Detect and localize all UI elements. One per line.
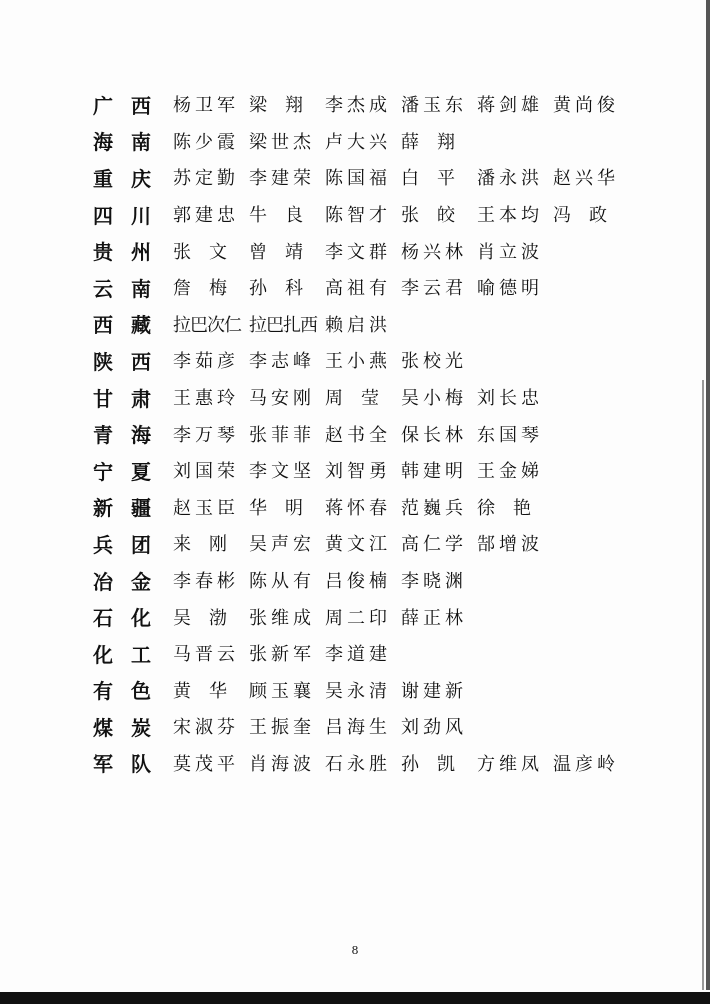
person-name: 韩建明 <box>401 461 463 483</box>
person-name: 杨兴林 <box>401 241 463 263</box>
person-name: 赵玉臣 <box>173 497 235 519</box>
name-group <box>173 530 553 556</box>
list-row <box>93 379 693 416</box>
list-row <box>93 525 693 562</box>
person-name: 李春彬 <box>173 571 235 593</box>
person-name: 李建荣 <box>249 168 311 190</box>
name-group <box>173 604 477 630</box>
list-row <box>93 415 693 452</box>
name-group <box>173 238 553 264</box>
person-name: 拉巴扎西 <box>249 314 317 336</box>
region-label: 云南 <box>93 276 169 301</box>
region-label: 青海 <box>93 423 169 448</box>
person-name: 潘永洪 <box>477 168 539 190</box>
name-group <box>173 347 477 373</box>
person-name: 黄文江 <box>325 534 387 556</box>
person-name: 华 明 <box>249 497 303 519</box>
person-name: 刘劲风 <box>401 717 463 739</box>
person-name: 刘国荣 <box>173 461 235 483</box>
person-name: 杨卫军 <box>173 95 235 117</box>
name-group <box>173 457 553 483</box>
region-label: 宁夏 <box>93 459 169 484</box>
region-label: 陕西 <box>93 349 169 374</box>
person-name: 喻德明 <box>477 278 539 300</box>
region-label: 广西 <box>93 93 169 118</box>
person-name: 东国琴 <box>477 424 539 446</box>
region-label: 西藏 <box>93 313 169 338</box>
person-name: 蒋怀春 <box>325 497 387 519</box>
person-name: 白 平 <box>401 168 455 190</box>
person-name: 来 刚 <box>173 534 227 556</box>
list-row <box>93 269 693 306</box>
list-row <box>93 342 693 379</box>
person-name: 梁世杰 <box>249 131 311 153</box>
person-name: 李晓渊 <box>401 571 463 593</box>
list-row <box>93 562 693 599</box>
person-name: 王振奎 <box>249 717 311 739</box>
region-label: 军队 <box>93 752 169 777</box>
region-label: 化工 <box>93 642 169 667</box>
person-name: 拉巴次仁 <box>173 314 241 336</box>
person-name: 李茹彦 <box>173 351 235 373</box>
person-name: 张菲菲 <box>249 424 311 446</box>
person-name: 吕俊楠 <box>325 571 387 593</box>
person-name: 牛 良 <box>249 205 303 227</box>
person-name: 卢大兴 <box>325 131 387 153</box>
name-group <box>173 494 553 520</box>
name-group <box>173 713 477 739</box>
person-name: 周 莹 <box>325 388 379 410</box>
person-name: 赖启洪 <box>325 314 387 336</box>
list-row <box>93 86 693 123</box>
person-name: 薛 翔 <box>401 131 455 153</box>
person-name: 冯 政 <box>553 205 607 227</box>
person-name: 张 文 <box>173 241 227 263</box>
person-name: 陈国福 <box>325 168 387 190</box>
person-name: 黄尚俊 <box>553 95 615 117</box>
scan-edge-right <box>706 0 710 990</box>
list-row <box>93 672 693 709</box>
person-name: 吴永清 <box>325 680 387 702</box>
person-name: 吴声宏 <box>249 534 311 556</box>
list-row <box>93 452 693 489</box>
person-name: 马安刚 <box>249 388 311 410</box>
person-name: 高祖有 <box>325 278 387 300</box>
person-name: 吴小梅 <box>401 388 463 410</box>
person-name: 黄 华 <box>173 680 227 702</box>
name-group <box>173 421 553 447</box>
region-label: 有色 <box>93 679 169 704</box>
person-name: 吴 渤 <box>173 607 227 629</box>
name-group <box>173 128 477 154</box>
person-name: 李道建 <box>325 644 387 666</box>
list-row <box>93 123 693 160</box>
list-row <box>93 306 693 343</box>
region-label: 兵团 <box>93 532 169 557</box>
name-group <box>173 274 553 300</box>
person-name: 刘智勇 <box>325 461 387 483</box>
person-name: 刘长忠 <box>477 388 539 410</box>
person-name: 徐 艳 <box>477 497 531 519</box>
list-row <box>93 635 693 672</box>
person-name: 张维成 <box>249 607 311 629</box>
person-name: 潘玉东 <box>401 95 463 117</box>
person-name: 梁 翔 <box>249 95 303 117</box>
name-list <box>93 86 693 781</box>
person-name: 詹 梅 <box>173 278 227 300</box>
person-name: 郜增波 <box>477 534 539 556</box>
person-name: 薛正林 <box>401 607 463 629</box>
region-label: 四川 <box>93 203 169 228</box>
person-name: 莫茂平 <box>173 753 235 775</box>
person-name: 陈智才 <box>325 205 387 227</box>
person-name: 苏定勤 <box>173 168 235 190</box>
region-label: 新疆 <box>93 496 169 521</box>
list-row <box>93 232 693 269</box>
person-name: 赵兴华 <box>553 168 615 190</box>
person-name: 李志峰 <box>249 351 311 373</box>
name-group <box>173 164 629 190</box>
list-row <box>93 598 693 635</box>
list-row <box>93 708 693 745</box>
person-name: 李文坚 <box>249 461 311 483</box>
name-group <box>173 567 477 593</box>
person-name: 郭建忠 <box>173 205 235 227</box>
person-name: 张 皎 <box>401 205 455 227</box>
scan-edge-inner <box>702 380 704 990</box>
region-label: 冶金 <box>93 569 169 594</box>
name-group <box>173 311 401 337</box>
person-name: 肖立波 <box>477 241 539 263</box>
person-name: 陈少霞 <box>173 131 235 153</box>
name-group <box>173 677 477 703</box>
person-name: 孙 科 <box>249 278 303 300</box>
person-name: 石永胜 <box>325 753 387 775</box>
person-name: 王惠玲 <box>173 388 235 410</box>
person-name: 李杰成 <box>325 95 387 117</box>
region-label: 贵州 <box>93 240 169 265</box>
list-row <box>93 489 693 526</box>
person-name: 李文群 <box>325 241 387 263</box>
person-name: 曾 靖 <box>249 241 303 263</box>
person-name: 李万琴 <box>173 424 235 446</box>
person-name: 王金娣 <box>477 461 539 483</box>
person-name: 王小燕 <box>325 351 387 373</box>
person-name: 谢建新 <box>401 680 463 702</box>
person-name: 赵书全 <box>325 424 387 446</box>
person-name: 吕海生 <box>325 717 387 739</box>
person-name: 范巍兵 <box>401 497 463 519</box>
person-name: 保长林 <box>401 424 463 446</box>
scan-edge-bottom <box>0 992 710 1004</box>
person-name: 张新军 <box>249 644 311 666</box>
page-number: 8 <box>351 944 359 957</box>
person-name: 马晋云 <box>173 644 235 666</box>
list-row <box>93 196 693 233</box>
region-label: 煤炭 <box>93 715 169 740</box>
region-label: 甘肃 <box>93 386 169 411</box>
person-name: 温彦岭 <box>553 753 615 775</box>
person-name: 方维凤 <box>477 753 539 775</box>
person-name: 孙 凯 <box>401 753 455 775</box>
person-name: 宋淑芬 <box>173 717 235 739</box>
name-group <box>173 750 629 776</box>
person-name: 肖海波 <box>249 753 311 775</box>
person-name: 王本均 <box>477 205 539 227</box>
person-name: 陈从有 <box>249 571 311 593</box>
person-name: 张校光 <box>401 351 463 373</box>
list-row <box>93 745 693 782</box>
name-group <box>173 201 629 227</box>
person-name: 周二印 <box>325 607 387 629</box>
region-label: 石化 <box>93 606 169 631</box>
region-label: 重庆 <box>93 166 169 191</box>
name-group <box>173 384 553 410</box>
person-name: 李云君 <box>401 278 463 300</box>
name-group <box>173 640 401 666</box>
name-group <box>173 91 629 117</box>
person-name: 高仁学 <box>401 534 463 556</box>
list-row <box>93 159 693 196</box>
person-name: 蒋剑雄 <box>477 95 539 117</box>
person-name: 顾玉襄 <box>249 680 311 702</box>
region-label: 海南 <box>93 130 169 155</box>
